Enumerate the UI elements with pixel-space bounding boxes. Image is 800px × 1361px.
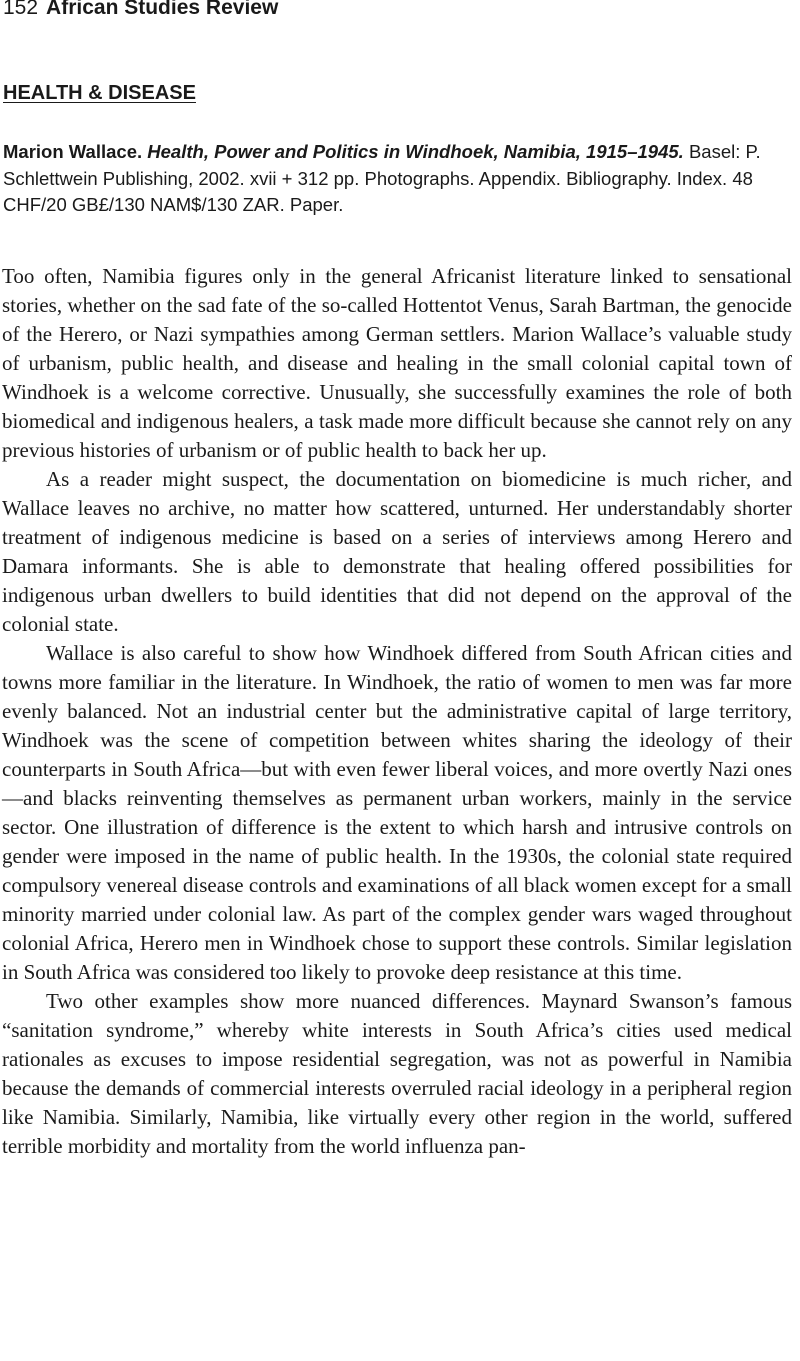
page-number: 152 [3, 0, 39, 19]
journal-title: African Studies Review [46, 0, 279, 19]
book-citation [3, 139, 793, 219]
running-head [3, 0, 278, 20]
review-paragraph: Too often, Namibia figures only in the general Africanist literature linked to sensational stories, whether on the sad fate of the so-called Hottentot Venus, Sarah Bartman, the genocide of the Herero, or Nazi sympathies among German settlers. Marion Wallace’s valuable study of urbanism, public health, and disease and healing in the small colonial capital town of Windhoek is a welcome corrective. Unusually, she successfully examines the role of both biomedical and indigenous healers, a task made more difficult because she cannot rely on any previous histories of urbanism or of public health to back her up. [2, 264, 792, 462]
citation-details: Basel: P. Schlettwein Publishing, 2002. xvii + 312 pp. Photographs. Appendix. Bibliography. Index. 48 CHF/20 GB£/130 NAM$/130 ZAR. Paper. [3, 141, 761, 215]
citation-book-title: Health, Power and Politics in Windhoek, Namibia, 1915–1945. [147, 141, 684, 162]
review-paragraph: Two other examples show more nuanced differences. Maynard Swanson’s famous “sanitation syndrome,” whereby white interests in South Africa’s cities used medical rationales as excuses to impose residential segregation, was not as powerful in Namibia because the demands of commercial interests overruled racial ideology in a peripheral region like Namibia. Similarly, Namibia, like virtually every other region in the world, suffered terrible morbidity and mortality from the world influenza pan- [2, 989, 792, 1158]
review-body [2, 262, 792, 1161]
review-paragraph: As a reader might suspect, the documentation on biomedicine is much richer, and Wallace leaves no archive, no matter how scattered, unturned. Her understandably shorter treatment of indigenous medicine is based on a series of interviews among Herero and Damara informants. She is able to demonstrate that healing offered possibilities for indigenous urban dwellers to build identities that did not depend on the approval of the colonial state. [2, 467, 792, 636]
section-heading: HEALTH & DISEASE [3, 82, 196, 104]
citation-author: Marion Wallace. [3, 141, 143, 162]
review-paragraph: Wallace is also careful to show how Windhoek differed from South African cities and towns more familiar in the literature. In Windhoek, the ratio of women to men was far more evenly balanced. Not an industrial center but the administrative capital of large territory, Windhoek was the scene of competition between whites sharing the ideology of their counterparts in South Africa—but with even fewer liberal voices, and more overtly Nazi ones—and blacks reinventing themselves as permanent urban workers, mainly in the service sector. One illustration of difference is the extent to which harsh and intrusive controls on gender were imposed in the name of public health. In the 1930s, the colonial state required compulsory venereal disease controls and examinations of all black women except for a small minority married under colonial law. As part of the complex gender wars waged throughout colonial Africa, Herero men in Windhoek chose to support these controls. Similar legislation in South Africa was considered too likely to provoke deep resistance at this time. [2, 641, 792, 984]
